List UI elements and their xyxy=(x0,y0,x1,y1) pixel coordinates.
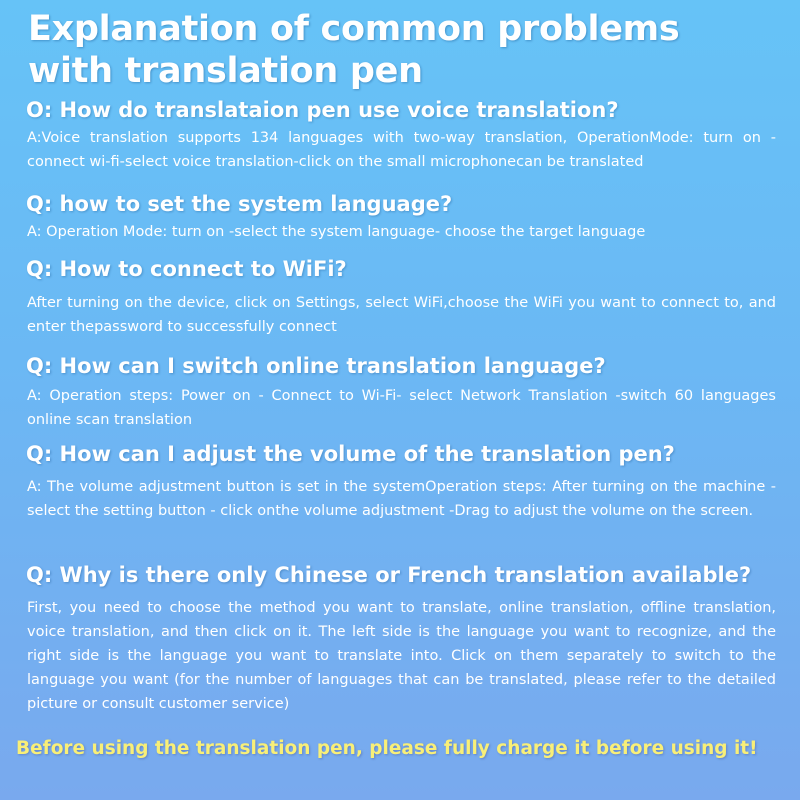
page-title-line-1: Explanation of common problems xyxy=(28,9,680,49)
faq-answer-online-language: A: Operation steps: Power on - Connect to Wi-Fi- select Network Translation -switch 60 languages online scan translation xyxy=(27,388,776,428)
faq-answer-connect-wifi: After turning on the device, click on Settings, select WiFi,choose the WiFi you want to connect to, and enter thepassword to successfully connect xyxy=(27,295,776,335)
faq-question-volume: Q: How can I adjust the volume of the translation pen? xyxy=(26,442,675,466)
faq-question-online-language: Q: How can I switch online translation language? xyxy=(26,354,606,378)
faq-question-voice-translation: O: How do translataion pen use voice translation? xyxy=(26,98,619,122)
faq-question-connect-wifi: Q: How to connect to WiFi? xyxy=(26,257,347,281)
page-title-line-2: with translation pen xyxy=(28,51,423,91)
faq-answer-voice-translation: A:Voice translation supports 134 languages with two-way translation, OperationMode: turn on -connect wi-fi-select voice translation-click on the small microphonecan be translated xyxy=(27,130,776,170)
faq-answer-chinese-french: First, you need to choose the method you want to translate, online translation, offline translation, voice translation, and then click on it. The left side is the language you want to recognize, and the right side is the language you want to translate into. Click on them separately to switch to the language you want (for the number of languages that can be translated, please refer to the detailed picture or consult customer service) xyxy=(27,600,776,712)
charge-reminder: Before using the translation pen, please fully charge it before using it! xyxy=(16,738,758,759)
faq-answer-volume: A: The volume adjustment button is set in the systemOperation steps: After turning on the machine - select the setting button - click onthe volume adjustment -Drag to adjust the volume on the screen. xyxy=(27,479,776,519)
faq-answer-system-language: A: Operation Mode: turn on -select the system language- choose the target language xyxy=(27,224,646,240)
faq-question-chinese-french: Q: Why is there only Chinese or French translation available? xyxy=(26,563,752,587)
page-title xyxy=(28,8,788,92)
faq-question-system-language: Q: how to set the system language? xyxy=(26,192,453,216)
